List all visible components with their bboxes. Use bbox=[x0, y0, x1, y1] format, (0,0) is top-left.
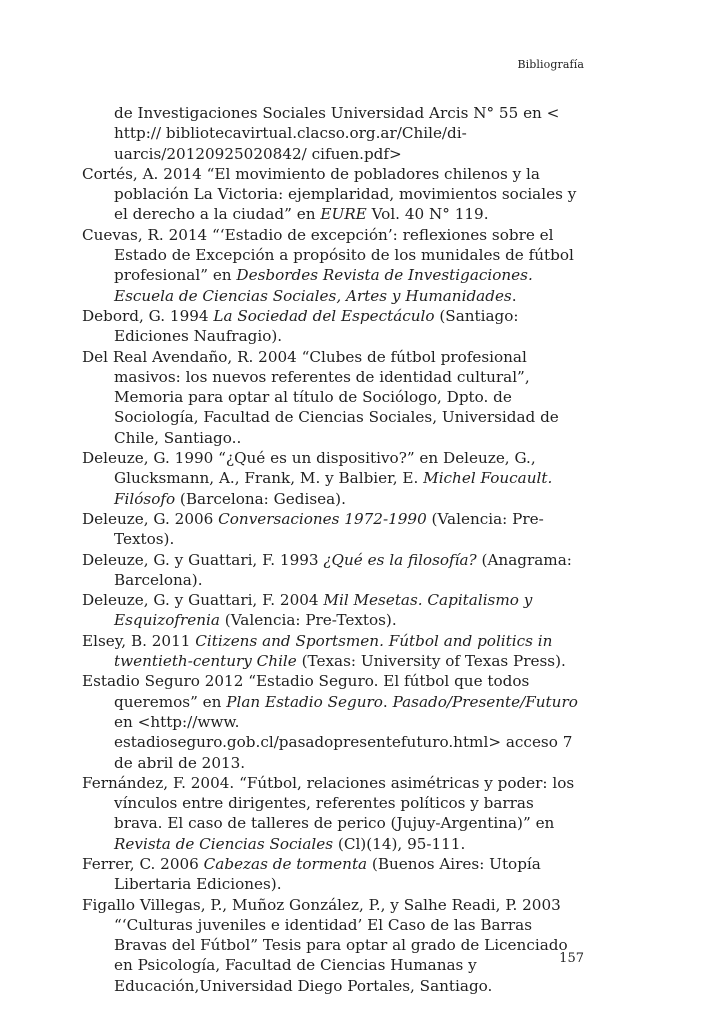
entry-title-italic: Plan Estadio Seguro bbox=[226, 692, 383, 711]
entry-text: (Barcelona: Gedisea). bbox=[175, 489, 346, 508]
bibliography-entry bbox=[82, 225, 586, 306]
entry-text: Deleuze, G. 2006 bbox=[82, 509, 219, 528]
entry-text: Estadio Seguro 2012 “Estadio Seguro. El fútbol que todos queremos” en bbox=[82, 672, 530, 711]
entry-text: Figallo Villegas, P., Muñoz González, P., y Salhe Readi, P. 2003 “‘Culturas juveniles e identidad’ El Caso de las Barras Bravas del Fútbol” Tesis para optar al grado de Licenciado en Psicología, Facultad de Ciencias Humanas y Educación,Universidad Diego Portales, Santiago. bbox=[82, 895, 568, 995]
entry-text: Fernández, F. 2004. “Fútbol, relaciones asimétricas y poder: los vínculos entre dirigentes, referentes políticos y barras brava. El caso de talleres de perico (Jujuy-Argentina)” en bbox=[82, 773, 575, 833]
entry-text: (Santiago: Ediciones Naufragio). bbox=[114, 306, 519, 346]
bibliography-entry bbox=[82, 448, 586, 509]
entry-text: Deleuze, G. y Guattari, F. 2004 bbox=[82, 591, 324, 610]
entry-title-italic: Citizens and Sportsmen. Fútbol and politics in twentieth-century Chile bbox=[114, 631, 553, 671]
bibliography-entry bbox=[82, 509, 586, 550]
entry-title-italic: Michel Foucault. Filósofo bbox=[114, 469, 553, 508]
entry-title-italic: Cabezas de tormenta bbox=[203, 854, 368, 873]
bibliography-entry bbox=[82, 306, 586, 347]
bibliography-entry bbox=[82, 631, 586, 672]
entry-text: (Valencia: Pre-Textos). bbox=[219, 611, 397, 630]
bibliography-entry bbox=[82, 773, 586, 854]
entry-text: Elsey, B. 2011 bbox=[82, 631, 196, 650]
bibliography-entry bbox=[82, 895, 586, 996]
entry-title-italic: Pasado/Presente/Futuro bbox=[392, 692, 578, 711]
bibliography-entry bbox=[82, 550, 586, 591]
bibliography-entry bbox=[82, 347, 586, 448]
entry-text: (Buenos Aires: Utopía Libertaria Ediciones). bbox=[114, 854, 541, 894]
entry-text: Vol. 40 N° 119. bbox=[366, 205, 489, 224]
bibliography-entry bbox=[82, 854, 586, 895]
entry-text: (Valencia: Pre-Textos). bbox=[114, 509, 544, 549]
entry-text: Ferrer, C. 2006 bbox=[82, 854, 204, 873]
entry-text: Deleuze, G. 1990 “¿Qué es un dispositivo?” en Deleuze, G., Glucksmann, A., Frank, M. y Balbier, E. bbox=[82, 449, 536, 488]
entry-title-italic: Revista de Ciencias Sociales bbox=[114, 834, 334, 853]
entry-text: (Anagrama: Barcelona). bbox=[114, 550, 572, 589]
entry-title-italic: Desbordes Revista de Investigaciones. Escuela de Ciencias Sociales, Artes y Humanidades bbox=[114, 266, 533, 305]
entry-text: (Texas: University of Texas Press). bbox=[296, 652, 566, 671]
page-number: 157 bbox=[559, 951, 584, 966]
entry-text: Cuevas, R. 2014 “‘Estadio de excepción’: reflexiones sobre el Estado de Excepción a propósito de los munidales de fútbol profesional” en bbox=[82, 225, 574, 285]
entry-text: (Cl)(14), 95-111. bbox=[333, 834, 466, 853]
entry-text: Del Real Avendaño, R. 2004 “Clubes de fútbol profesional masivos: los nuevos referentes de identidad cultural”, Memoria para optar al título de Sociólogo, Dpto. de Sociología, Facultad de Ciencias Sociales, Universidad de Chile, Santiago.. bbox=[82, 347, 559, 447]
bibliography-entry bbox=[82, 103, 586, 164]
bibliography-entry bbox=[82, 590, 586, 631]
entry-text: de Investigaciones Sociales Universidad Arcis N° 55 en < http:// bibliotecavirtual.clacso.org.ar/Chile/di-uarcis/20120925020842/ cifuen.pdf> bbox=[114, 104, 560, 163]
entry-text: Debord, G. 1994 bbox=[82, 306, 214, 325]
entry-text: Deleuze, G. y Guattari, F. 1993 bbox=[82, 550, 324, 569]
bibliography-list bbox=[82, 103, 586, 996]
entry-text: en <http://www. estadioseguro.gob.cl/pasadopresentefuturo.html> acceso 7 de abril de 2013. bbox=[114, 712, 573, 772]
bibliography-entry bbox=[82, 164, 586, 225]
entry-text: . bbox=[382, 692, 393, 711]
entry-text: Cortés, A. 2014 “El movimiento de pobladores chilenos y la población La Victoria: ejemplaridad, movimientos sociales y el derecho a la ciudad” en bbox=[82, 164, 577, 224]
bibliography-entry bbox=[82, 671, 586, 772]
entry-title-italic: EURE bbox=[320, 205, 367, 224]
entry-text: . bbox=[511, 286, 517, 305]
entry-title-italic: Mil Mesetas. Capitalismo y Esquizofrenia bbox=[114, 591, 533, 630]
entry-title-italic: La Sociedad del Espectáculo bbox=[213, 306, 435, 325]
entry-title-italic: Conversaciones 1972-1990 bbox=[218, 509, 427, 528]
entry-title-italic: ¿Qué es la filosofía? bbox=[323, 550, 477, 569]
running-header: Bibliografía bbox=[517, 58, 584, 71]
